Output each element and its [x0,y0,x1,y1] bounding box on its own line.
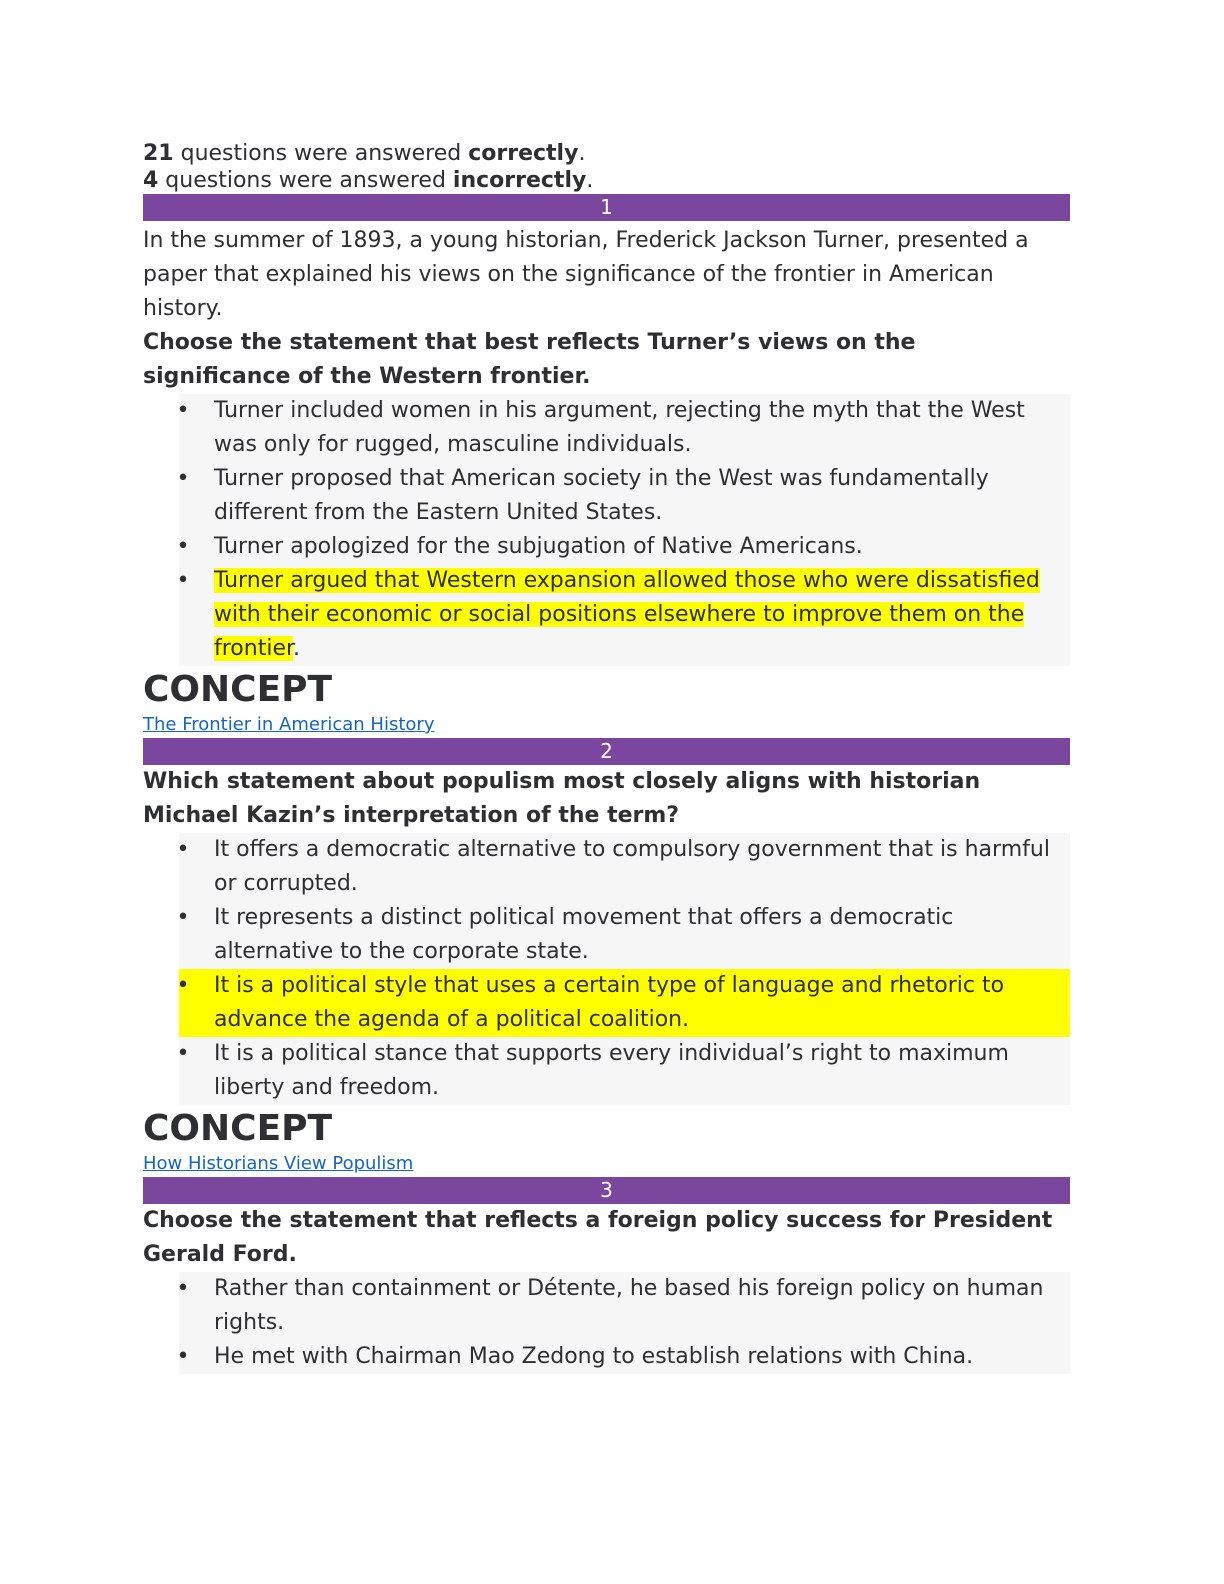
answer-option-selected[interactable] [176,969,1070,1037]
bullet-icon: • [176,973,190,998]
bullet-icon: • [176,1041,190,1066]
incorrect-summary-line: 4 questions were answered incorrectly. [143,168,594,193]
question-number-bar: 2 [143,738,1070,765]
question-prompt: Which statement about populism most closely aligns with historian Michael Kazin’s interpretation of the term? [143,769,981,828]
answer-option[interactable]: • Turner apologized for the subjugation of Native Americans. [179,530,1070,564]
answer-option-selected[interactable]: • Turner argued that Western expansion allowed those who were dissatisfied with their economic or social positions elsewhere to improve them on the frontier. [179,564,1070,666]
incorrect-count: 4 [143,168,159,193]
answer-list [176,833,1070,1105]
question-intro: In the summer of 1893, a young historian, Frederick Jackson Turner, presented a paper that explained his views on the significance of the frontier in American history. [143,228,1029,321]
concept-link[interactable]: How Historians View Populism [143,1153,414,1174]
correct-summary-line: 21 questions were answered correctly. [143,141,586,166]
correct-count: 21 [143,141,174,166]
bullet-icon: • [176,534,190,559]
highlighted-answer: Turner argued that Western expansion allowed those who were dissatisfied with their economic or social positions elsewhere to improve them on the frontier [214,568,1040,661]
highlighted-answer: It is a political style that uses a certain type of language and rhetoric to advance the agenda of a political coalition. [214,973,1005,1032]
question-prompt: Choose the statement that reflects a foreign policy success for President Gerald Ford. [143,1208,1053,1267]
question-prompt: Choose the statement that best reflects Turner’s views on the significance of the Western frontier. [143,330,916,389]
answer-option[interactable]: • He met with Chairman Mao Zedong to establish relations with China. [179,1340,1070,1374]
answer-option[interactable]: • Rather than containment or Détente, he based his foreign policy on human rights. [179,1272,1070,1340]
answer-option[interactable]: • It is a political stance that supports every individual’s right to maximum liberty and freedom. [179,1037,1070,1105]
correct-word: correctly [468,141,579,166]
answer-option[interactable]: • It represents a distinct political movement that offers a democratic alternative to the corporate state. [179,901,1070,969]
answer-option[interactable]: • Turner included women in his argument, rejecting the myth that the West was only for rugged, masculine individuals. [179,394,1070,462]
bullet-icon: • [176,398,190,423]
results-summary [143,140,1070,194]
question-number-bar: 3 [143,1177,1070,1204]
answer-option[interactable]: • It offers a democratic alternative to compulsory government that is harmful or corrupted. [179,833,1070,901]
concept-heading: CONCEPT [143,669,333,710]
answer-option[interactable]: • Turner proposed that American society in the West was fundamentally different from the Eastern United States. [179,462,1070,530]
quiz-results [143,140,1070,1374]
answer-list [176,1272,1070,1374]
concept-heading: CONCEPT [143,1108,333,1149]
bullet-icon: • [176,905,190,930]
bullet-icon: • [176,568,190,593]
bullet-icon: • [176,837,190,862]
answer-list [176,394,1070,666]
bullet-icon: • [176,466,190,491]
question-number-bar: 1 [143,194,1070,221]
bullet-icon: • [176,1276,190,1301]
concept-link[interactable]: The Frontier in American History [143,714,435,735]
incorrect-word: incorrectly [452,168,587,193]
bullet-icon: • [176,1344,190,1369]
